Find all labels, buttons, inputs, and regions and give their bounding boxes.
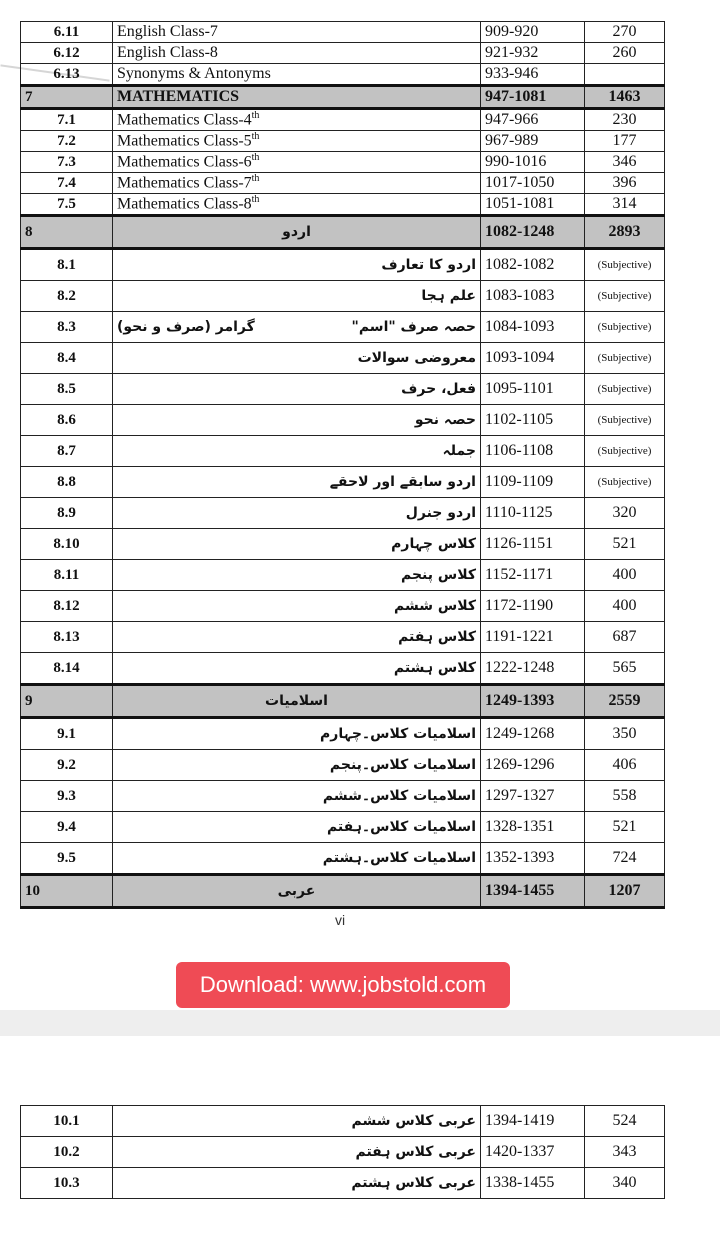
ordinal-suffix: th xyxy=(251,152,260,164)
page-range: 1172-1190 xyxy=(481,591,585,622)
question-count: 2893 xyxy=(585,216,665,249)
question-count: 724 xyxy=(585,843,665,875)
section-title: English Class-7 xyxy=(113,22,481,43)
section-number: 10.3 xyxy=(21,1168,113,1199)
download-banner[interactable]: Download: www.jobstold.com xyxy=(176,962,510,1008)
section-number: 8.11 xyxy=(21,560,113,591)
table-row xyxy=(21,249,665,281)
question-count: 524 xyxy=(585,1106,665,1137)
section-title-text: Mathematics Class-4 xyxy=(117,111,252,129)
section-number: 7.2 xyxy=(21,131,113,152)
table-row xyxy=(21,812,665,843)
page-range: 1017-1050 xyxy=(481,173,585,194)
section-title: کلاس ششم xyxy=(113,591,481,622)
section-number: 7 xyxy=(21,86,113,109)
section-number: 8.12 xyxy=(21,591,113,622)
question-count: 521 xyxy=(585,812,665,843)
ordinal-suffix: th xyxy=(251,173,260,185)
question-count: 1463 xyxy=(585,86,665,109)
question-count: (Subjective) xyxy=(585,405,665,436)
table-row xyxy=(21,405,665,436)
table-row xyxy=(21,653,665,685)
question-count: 177 xyxy=(585,131,665,152)
table-row xyxy=(21,152,665,173)
section-number: 9.4 xyxy=(21,812,113,843)
page-range: 1328-1351 xyxy=(481,812,585,843)
section-title-note: گرامر (صرف و نحو) xyxy=(117,319,255,335)
page-range: 933-946 xyxy=(481,64,585,86)
section-number: 7.3 xyxy=(21,152,113,173)
section-number: 10.2 xyxy=(21,1137,113,1168)
table-row xyxy=(21,1106,665,1137)
section-title: اسلامیات xyxy=(113,685,481,718)
table-row xyxy=(21,591,665,622)
page-range: 1249-1268 xyxy=(481,718,585,750)
section-title: اسلامیات کلاس۔ہفتم xyxy=(113,812,481,843)
section-title-text: Mathematics Class-8 xyxy=(117,195,252,213)
table-row xyxy=(21,281,665,312)
table-row xyxy=(21,781,665,812)
section-title: معروضی سوالات xyxy=(113,343,481,374)
section-number: 6.13 xyxy=(21,64,113,86)
table-row xyxy=(21,467,665,498)
table-row xyxy=(21,843,665,875)
section-number: 8.9 xyxy=(21,498,113,529)
question-count: (Subjective) xyxy=(585,343,665,374)
section-title: کلاس چہارم xyxy=(113,529,481,560)
section-title: اردو سابقے اور لاحقے xyxy=(113,467,481,498)
section-title-text: Mathematics Class-6 xyxy=(117,153,252,171)
section-title: حصہ نحو xyxy=(113,405,481,436)
page-range: 1152-1171 xyxy=(481,560,585,591)
page-range: 990-1016 xyxy=(481,152,585,173)
question-count: 270 xyxy=(585,22,665,43)
section-title xyxy=(113,109,481,131)
table-row xyxy=(21,312,665,343)
section-title: کلاس ہشتم xyxy=(113,653,481,685)
section-title: جملہ xyxy=(113,436,481,467)
page-range: 1110-1125 xyxy=(481,498,585,529)
question-count: (Subjective) xyxy=(585,467,665,498)
table-row xyxy=(21,498,665,529)
question-count: 340 xyxy=(585,1168,665,1199)
question-count: (Subjective) xyxy=(585,312,665,343)
section-title: کلاس پنجم xyxy=(113,560,481,591)
question-count: 400 xyxy=(585,560,665,591)
table-row xyxy=(21,131,665,152)
page-range: 1084-1093 xyxy=(481,312,585,343)
section-number: 9 xyxy=(21,685,113,718)
table-row xyxy=(21,718,665,750)
contents-table-continued xyxy=(20,1105,665,1199)
page-range: 1082-1082 xyxy=(481,249,585,281)
table-row xyxy=(21,529,665,560)
page-range: 947-1081 xyxy=(481,86,585,109)
section-title: اردو جنرل xyxy=(113,498,481,529)
section-title-text: Mathematics Class-5 xyxy=(117,132,252,150)
table-row xyxy=(21,173,665,194)
question-count: 558 xyxy=(585,781,665,812)
section-number: 9.1 xyxy=(21,718,113,750)
question-count: 343 xyxy=(585,1137,665,1168)
question-count: (Subjective) xyxy=(585,281,665,312)
question-count: 320 xyxy=(585,498,665,529)
page-range: 1082-1248 xyxy=(481,216,585,249)
question-count: 2559 xyxy=(585,685,665,718)
section-title: اسلامیات کلاس۔ششم xyxy=(113,781,481,812)
table-row xyxy=(21,194,665,216)
page-range: 1269-1296 xyxy=(481,750,585,781)
section-number: 8.7 xyxy=(21,436,113,467)
question-count xyxy=(585,64,665,86)
table-row xyxy=(21,436,665,467)
table-row xyxy=(21,343,665,374)
page-range: 1249-1393 xyxy=(481,685,585,718)
ordinal-suffix: th xyxy=(251,131,260,143)
section-title xyxy=(113,131,481,152)
ordinal-suffix: th xyxy=(251,110,260,122)
page-range: 1338-1455 xyxy=(481,1168,585,1199)
section-number: 9.2 xyxy=(21,750,113,781)
section-number: 8 xyxy=(21,216,113,249)
section-number: 8.13 xyxy=(21,622,113,653)
page-range: 1051-1081 xyxy=(481,194,585,216)
table-row xyxy=(21,109,665,131)
section-number: 8.2 xyxy=(21,281,113,312)
section-number: 7.4 xyxy=(21,173,113,194)
section-number: 8.4 xyxy=(21,343,113,374)
page-range: 921-932 xyxy=(481,43,585,64)
table-row xyxy=(21,43,665,64)
section-title: کلاس ہفتم xyxy=(113,622,481,653)
table-row xyxy=(21,374,665,405)
page-range: 1083-1083 xyxy=(481,281,585,312)
table-row xyxy=(21,22,665,43)
section-number: 8.5 xyxy=(21,374,113,405)
section-title-main: حصہ صرف "اسم" xyxy=(351,319,476,335)
table-row xyxy=(21,64,665,86)
section-number: 8.14 xyxy=(21,653,113,685)
table-row xyxy=(21,560,665,591)
section-title: عربی کلاس ہفتم xyxy=(113,1137,481,1168)
page-range: 1420-1337 xyxy=(481,1137,585,1168)
question-count: 314 xyxy=(585,194,665,216)
page-range: 909-920 xyxy=(481,22,585,43)
question-count: 230 xyxy=(585,109,665,131)
section-number: 6.11 xyxy=(21,22,113,43)
contents-table xyxy=(20,21,665,909)
page-range: 1297-1327 xyxy=(481,781,585,812)
question-count: 565 xyxy=(585,653,665,685)
section-title: علم ہجا xyxy=(113,281,481,312)
question-count: 350 xyxy=(585,718,665,750)
section-number: 6.12 xyxy=(21,43,113,64)
section-title xyxy=(113,312,481,343)
question-count: (Subjective) xyxy=(585,249,665,281)
section-number: 9.3 xyxy=(21,781,113,812)
section-number: 10 xyxy=(21,875,113,908)
page-range: 1222-1248 xyxy=(481,653,585,685)
table-row xyxy=(21,216,665,249)
table-row xyxy=(21,86,665,109)
table-row xyxy=(21,622,665,653)
question-count: 260 xyxy=(585,43,665,64)
section-title xyxy=(113,173,481,194)
section-title: عربی کلاس ششم xyxy=(113,1106,481,1137)
question-count: 400 xyxy=(585,591,665,622)
table-row xyxy=(21,1168,665,1199)
question-count: (Subjective) xyxy=(585,374,665,405)
section-number: 8.10 xyxy=(21,529,113,560)
table-row xyxy=(21,685,665,718)
page-range: 1394-1455 xyxy=(481,875,585,908)
page-range: 1394-1419 xyxy=(481,1106,585,1137)
question-count: 687 xyxy=(585,622,665,653)
page-range: 1109-1109 xyxy=(481,467,585,498)
page-range: 947-966 xyxy=(481,109,585,131)
table-row xyxy=(21,875,665,908)
page-range: 967-989 xyxy=(481,131,585,152)
section-number: 9.5 xyxy=(21,843,113,875)
question-count: 406 xyxy=(585,750,665,781)
section-title-text: Mathematics Class-7 xyxy=(117,174,252,192)
page-range: 1191-1221 xyxy=(481,622,585,653)
section-title xyxy=(113,152,481,173)
question-count: 346 xyxy=(585,152,665,173)
page-range: 1126-1151 xyxy=(481,529,585,560)
question-count: 396 xyxy=(585,173,665,194)
section-title: عربی xyxy=(113,875,481,908)
section-title: فعل، حرف xyxy=(113,374,481,405)
section-title xyxy=(113,194,481,216)
page-separator xyxy=(0,1010,720,1036)
section-title: English Class-8 xyxy=(113,43,481,64)
page-range: 1352-1393 xyxy=(481,843,585,875)
page-range: 1102-1105 xyxy=(481,405,585,436)
ordinal-suffix: th xyxy=(251,194,260,206)
section-number: 10.1 xyxy=(21,1106,113,1137)
question-count: (Subjective) xyxy=(585,436,665,467)
table-row xyxy=(21,1137,665,1168)
question-count: 1207 xyxy=(585,875,665,908)
section-number: 8.1 xyxy=(21,249,113,281)
section-title: اسلامیات کلاس۔پنجم xyxy=(113,750,481,781)
question-count: 521 xyxy=(585,529,665,560)
section-title: اسلامیات کلاس۔چہارم xyxy=(113,718,481,750)
section-number: 7.1 xyxy=(21,109,113,131)
page-range: 1106-1108 xyxy=(481,436,585,467)
page-range: 1093-1094 xyxy=(481,343,585,374)
section-title: MATHEMATICS xyxy=(113,86,481,109)
section-number: 8.6 xyxy=(21,405,113,436)
section-title: اردو کا تعارف xyxy=(113,249,481,281)
section-title: عربی کلاس ہشتم xyxy=(113,1168,481,1199)
section-number: 8.8 xyxy=(21,467,113,498)
section-title: اردو xyxy=(113,216,481,249)
section-number: 7.5 xyxy=(21,194,113,216)
page-number: vi xyxy=(334,912,346,928)
table-row xyxy=(21,750,665,781)
section-number: 8.3 xyxy=(21,312,113,343)
section-title: اسلامیات کلاس۔ہشتم xyxy=(113,843,481,875)
page-range: 1095-1101 xyxy=(481,374,585,405)
section-title: Synonyms & Antonyms xyxy=(113,64,481,86)
